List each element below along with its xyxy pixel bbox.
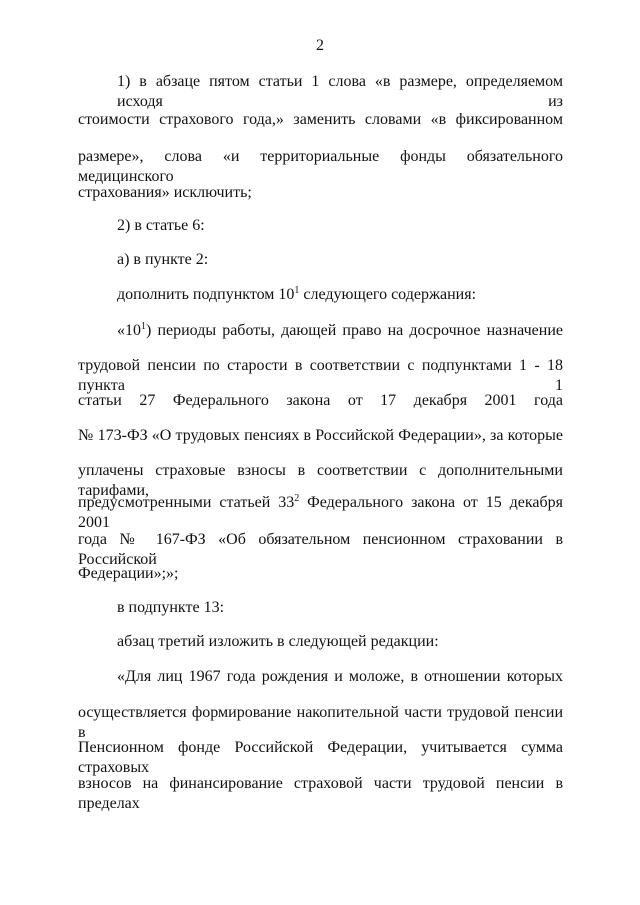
text-line: страхования» исключить; <box>78 184 252 201</box>
text-segment: «10 <box>117 322 141 339</box>
text-line: 2) в статье 6: <box>117 217 205 234</box>
text-line: в подпункте 13: <box>117 599 225 616</box>
text-line: размере», слова «и территориальные фонды обязательного медицинского <box>78 148 563 185</box>
text-line: уплачены страховые взносы в соответствии с дополнительными тарифами, <box>78 462 563 499</box>
text-line: стоимости страхового года,» заменить словами «в фиксированном <box>78 111 563 128</box>
text-line: 1) в абзаце пятом статьи 1 слова «в размере, определяемом исходя из <box>117 73 563 110</box>
text-line: Пенсионном фонде Российской Федерации, учитывается сумма страховых <box>78 739 563 776</box>
text-line: а) в пункте 2: <box>117 251 209 268</box>
text-line: года № 167-ФЗ «Об обязательном пенсионном страховании в Российской <box>78 531 563 568</box>
text-segment: Федерального закона от 15 декабря 2001 <box>78 494 563 531</box>
text-segment: предусмотренными статьей 33 <box>78 494 295 511</box>
page-number: 2 <box>316 37 324 54</box>
text-line: статьи 27 Федерального закона от 17 декабря 2001 года <box>78 392 563 409</box>
text-segment: следующего содержания: <box>299 286 477 303</box>
superscript: 1 <box>294 285 300 296</box>
text-line: № 173-ФЗ «О трудовых пенсиях в Российской Федерации», за которые <box>78 427 563 444</box>
superscript: 1 <box>141 321 146 332</box>
text-line: осуществляется формирование накопительной части трудовой пенсии в <box>78 704 563 741</box>
text-line: взносов на финансирование страховой части трудовой пенсии в пределах <box>78 775 563 812</box>
superscript: 2 <box>294 493 300 504</box>
text-segment: дополнить подпунктом 10 <box>117 286 295 303</box>
text-line: трудовой пенсии по старости в соответствии с подпунктами 1 - 18 пункта 1 <box>78 357 563 394</box>
text-segment: ) периоды работы, дающей право на досрочное назначение <box>146 322 563 339</box>
text-line: «Для лиц 1967 года рождения и моложе, в отношении которых <box>117 668 563 685</box>
text-line <box>78 493 563 533</box>
text-line: Федерации»;»; <box>78 565 179 582</box>
text-line: абзац третий изложить в следующей редакции: <box>117 633 439 650</box>
text-line <box>117 321 563 341</box>
text-line <box>117 285 563 305</box>
